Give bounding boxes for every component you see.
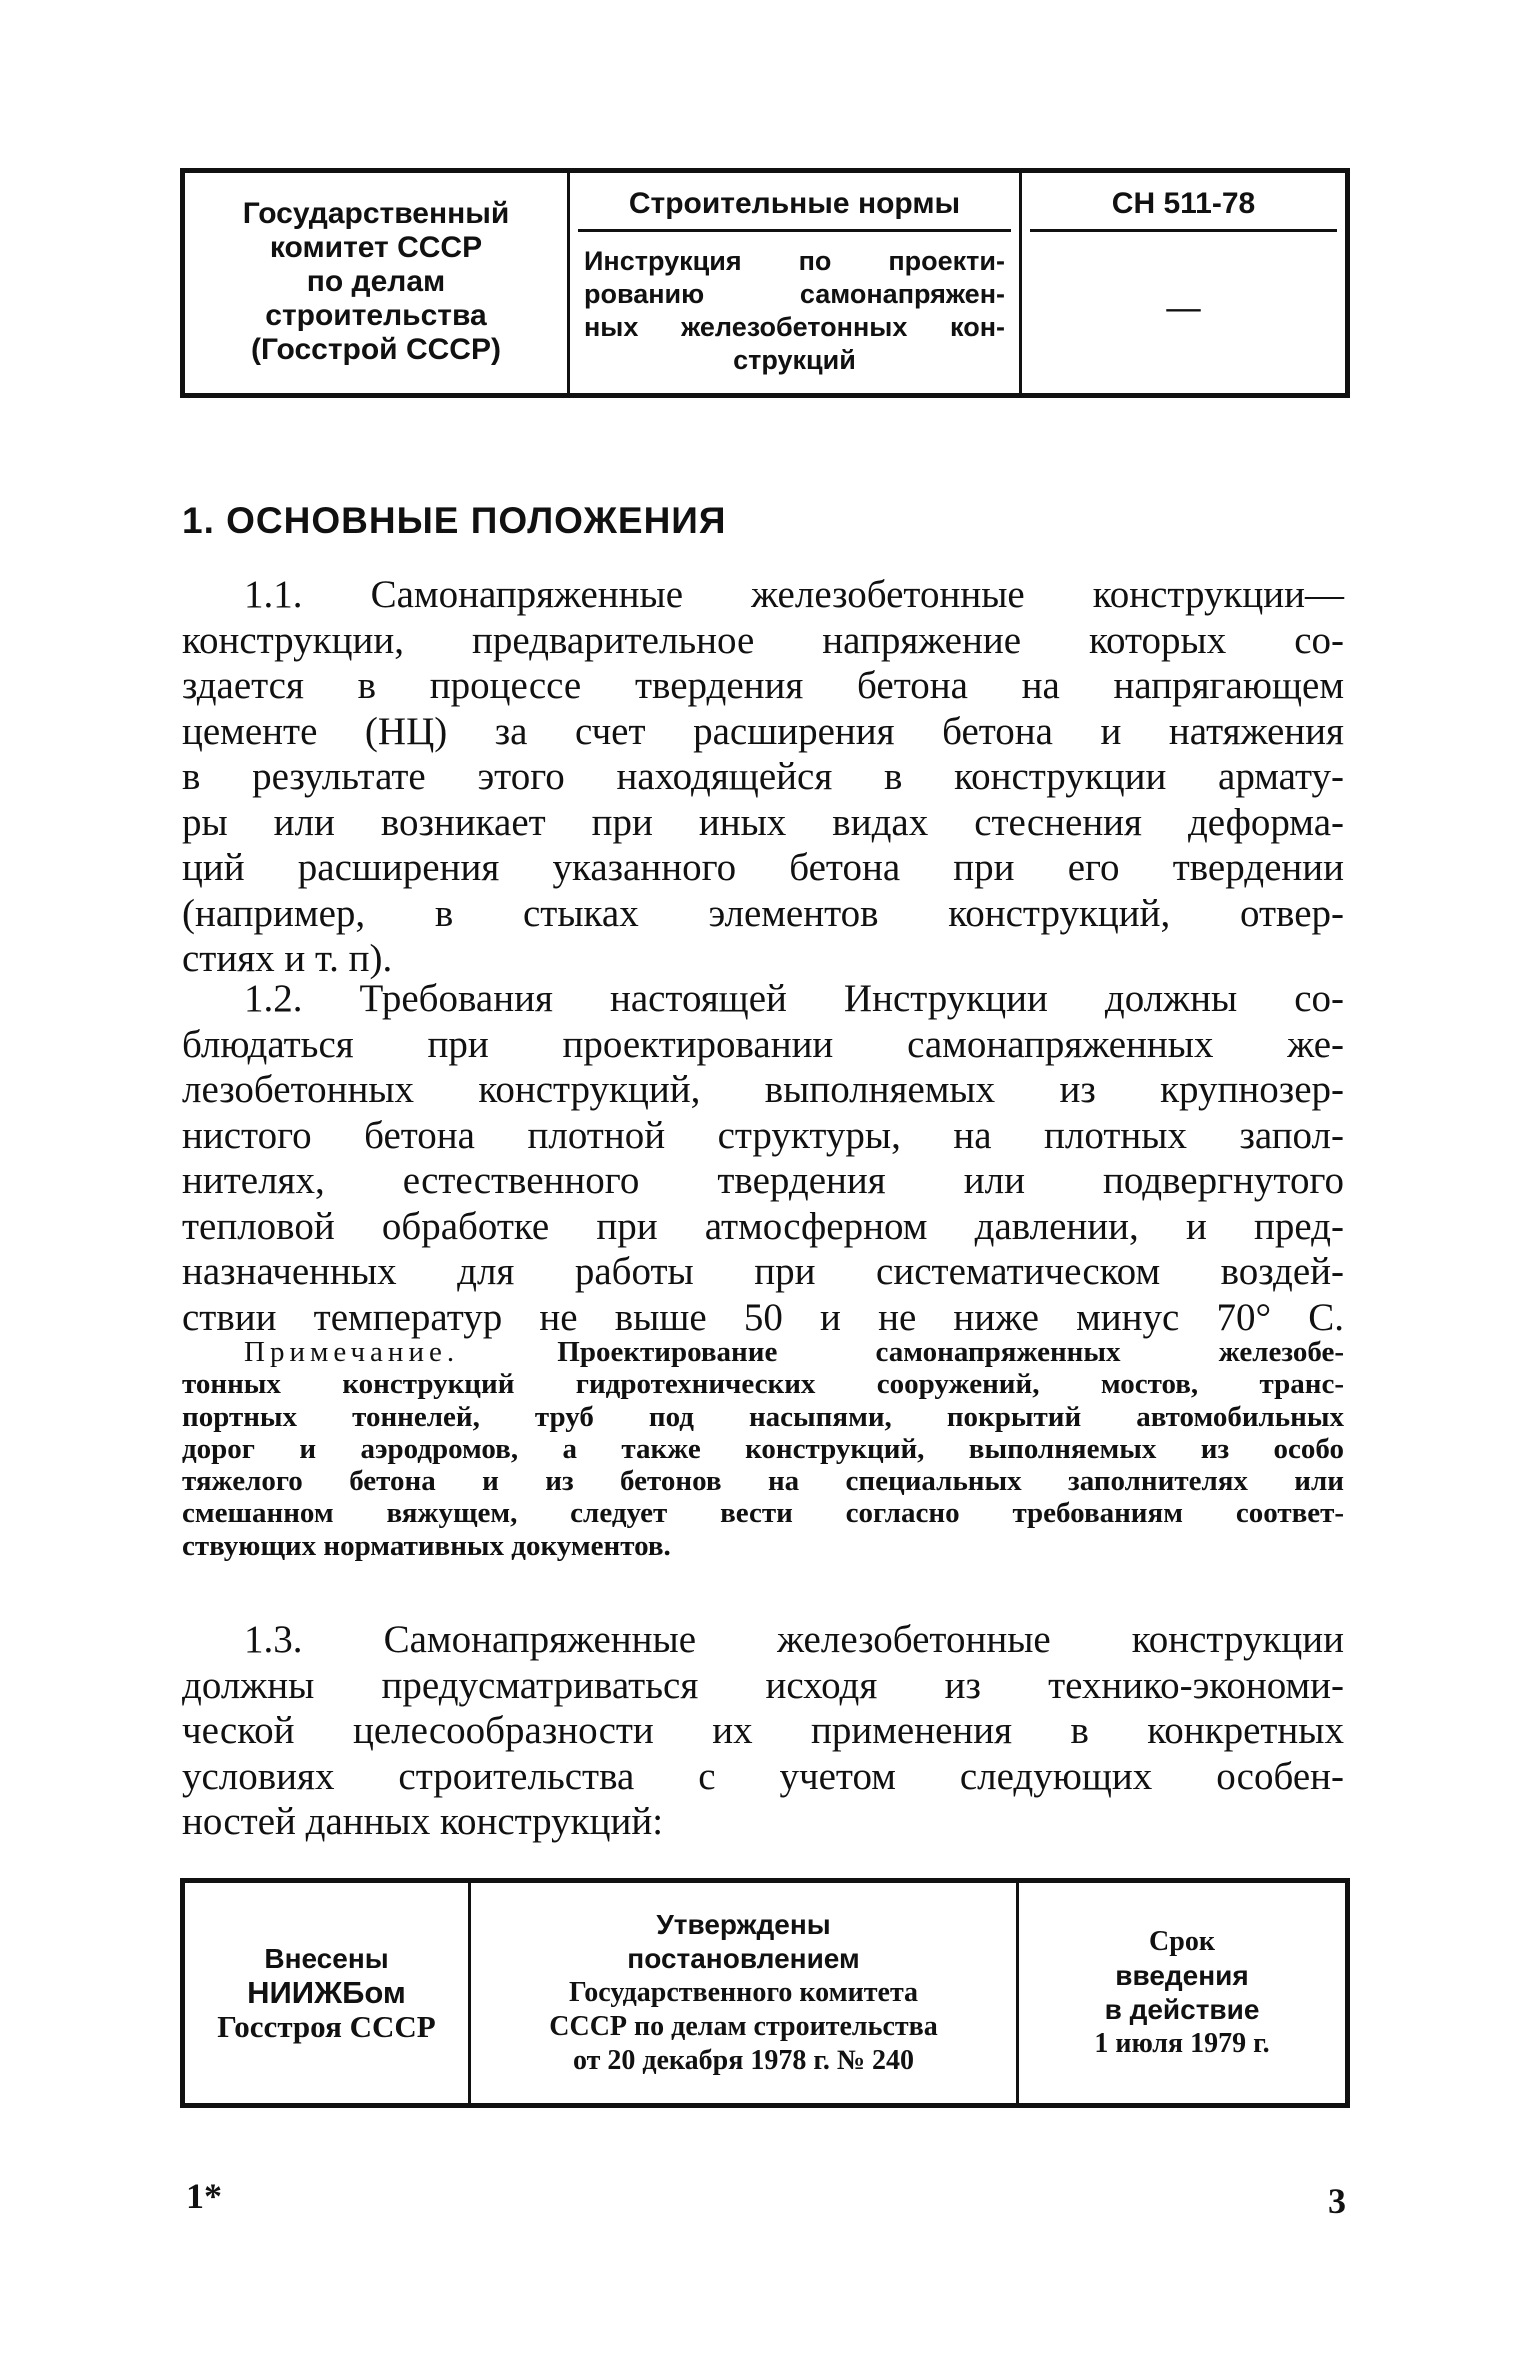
document-title-line: струкций bbox=[733, 345, 856, 375]
text-line: 1.1. Самонапряженные железобетонные конструкции— bbox=[244, 573, 1344, 616]
text-line: ры или возникает при иных видах стеснения деформа- bbox=[182, 800, 1344, 844]
text-line: в результате этого находящейся в конструкции армату- bbox=[182, 755, 1344, 798]
document-type: Строительные нормы bbox=[628, 187, 961, 220]
text-line: (например, в стыках элементов конструкций, отвер- bbox=[182, 891, 1344, 935]
effective-line: 1 июля 1979 г. bbox=[1094, 2028, 1270, 2059]
header-code-cell bbox=[1022, 173, 1345, 393]
text-line: ций расширения указанного бетона при его твердении bbox=[182, 846, 1344, 889]
document-title-line: ных железобетонных кон- bbox=[584, 312, 1005, 342]
header-document-cell bbox=[570, 173, 1022, 393]
header-divider bbox=[578, 229, 1011, 232]
document-code: СН 511-78 bbox=[1111, 187, 1256, 220]
text-line: нителях, естественного твердения или подвергнутого bbox=[182, 1159, 1344, 1202]
introduced-line: НИИЖБом bbox=[247, 1975, 406, 2010]
paragraph-1-3 bbox=[182, 1617, 1344, 1845]
effective-line: введения bbox=[1115, 1960, 1249, 1991]
text-line: блюдаться при проектировании самонапряженных же- bbox=[182, 1022, 1344, 1066]
organization-line: (Госстрой СССР) bbox=[251, 333, 501, 366]
approved-line: Государственного комитета bbox=[568, 1977, 919, 2008]
text-line: дорог и аэродромов, а также конструкций, выполняемых из особо bbox=[182, 1432, 1344, 1465]
text-line: 1.2. Требования настоящей Инструкции должны со- bbox=[244, 977, 1344, 1020]
note-label: Примечание. bbox=[244, 1336, 460, 1368]
text-line: условиях строительства с учетом следующих особен- bbox=[182, 1754, 1344, 1798]
effective-date-cell bbox=[1019, 1883, 1345, 2103]
introduced-line: Госстроя СССР bbox=[217, 2009, 436, 2044]
text-line bbox=[182, 1336, 1344, 1368]
text-line: смешанном вяжущем, следует вести согласно требованиям соответ- bbox=[182, 1497, 1344, 1530]
text-line: тонных конструкций гидротехнических сооружений, мостов, транс- bbox=[182, 1368, 1344, 1401]
footer-table bbox=[180, 1878, 1350, 2108]
text-line: тепловой обработке при атмосферном давлении, и пред- bbox=[182, 1204, 1344, 1248]
text-line: цементе (НЦ) за счет расширения бетона и натяжения bbox=[182, 709, 1344, 753]
approved-line: Утверждены bbox=[656, 1909, 831, 1940]
header-organization-cell bbox=[185, 173, 570, 393]
organization-name bbox=[195, 197, 557, 367]
signature-mark: 1* bbox=[186, 2176, 222, 2216]
text-line: ческой целесообразности их применения в конкретных bbox=[182, 1709, 1344, 1752]
text-line: 1.3. Самонапряженные железобетонные конструкции bbox=[244, 1618, 1344, 1661]
organization-line: по делам bbox=[306, 265, 446, 298]
introduced-cell bbox=[185, 1883, 471, 2103]
document-title-line: рованию самонапряжен- bbox=[584, 279, 1005, 309]
text-line: нистого бетона плотной структуры, на плотных запол- bbox=[182, 1113, 1344, 1157]
document-title-line: Инструкция по проекти- bbox=[584, 246, 1005, 276]
text-line: конструкции, предварительное напряжение которых со- bbox=[182, 618, 1344, 662]
effective-line: в действие bbox=[1104, 1994, 1260, 2025]
header-table bbox=[180, 168, 1350, 398]
note-block bbox=[182, 1336, 1344, 1562]
organization-line: комитет СССР bbox=[269, 231, 483, 264]
header-divider bbox=[1030, 229, 1337, 232]
text-line: лезобетонных конструкций, выполняемых из крупнозер- bbox=[182, 1068, 1344, 1111]
replaces-value: — bbox=[1166, 289, 1201, 326]
approved-line: от 20 декабря 1978 г. № 240 bbox=[572, 2045, 915, 2076]
approved-cell bbox=[471, 1883, 1019, 2103]
text-line: тяжелого бетона и из бетонов на специальных заполнителях или bbox=[182, 1465, 1344, 1498]
approved-line: постановлением bbox=[627, 1943, 860, 1974]
text-line: портных тоннелей, труб под насыпями, покрытий автомобильных bbox=[182, 1400, 1344, 1433]
approved-line: СССР по делам строительства bbox=[549, 2011, 938, 2042]
note-text: Проектирование самонапряженных железобе- bbox=[557, 1336, 1344, 1368]
paragraph-1-1 bbox=[182, 572, 1344, 982]
document-title bbox=[584, 245, 1005, 377]
paragraph-1-2 bbox=[182, 976, 1344, 1340]
text-line: стиях и т. п). bbox=[182, 937, 393, 980]
text-line: здается в процессе твердения бетона на напрягающем bbox=[182, 664, 1344, 707]
text-line: назначенных для работы при систематическом воздей- bbox=[182, 1250, 1344, 1293]
organization-line: строительства bbox=[265, 299, 487, 332]
page-number: 3 bbox=[1328, 2181, 1346, 2221]
text-line: должны предусматриваться исходя из технико-экономи- bbox=[182, 1663, 1344, 1707]
introduced-line: Внесены bbox=[264, 1943, 389, 1974]
section-title: 1. ОСНОВНЫЕ ПОЛОЖЕНИЯ bbox=[182, 500, 727, 541]
organization-line: Государственный bbox=[242, 197, 510, 230]
text-line: ствующих нормативных документов. bbox=[182, 1529, 671, 1562]
effective-line: Срок bbox=[1149, 1926, 1215, 1957]
text-line: ствии температур не выше 50 и не ниже минус 70° С. bbox=[182, 1295, 1344, 1339]
text-line: ностей данных конструкций: bbox=[182, 1800, 664, 1843]
